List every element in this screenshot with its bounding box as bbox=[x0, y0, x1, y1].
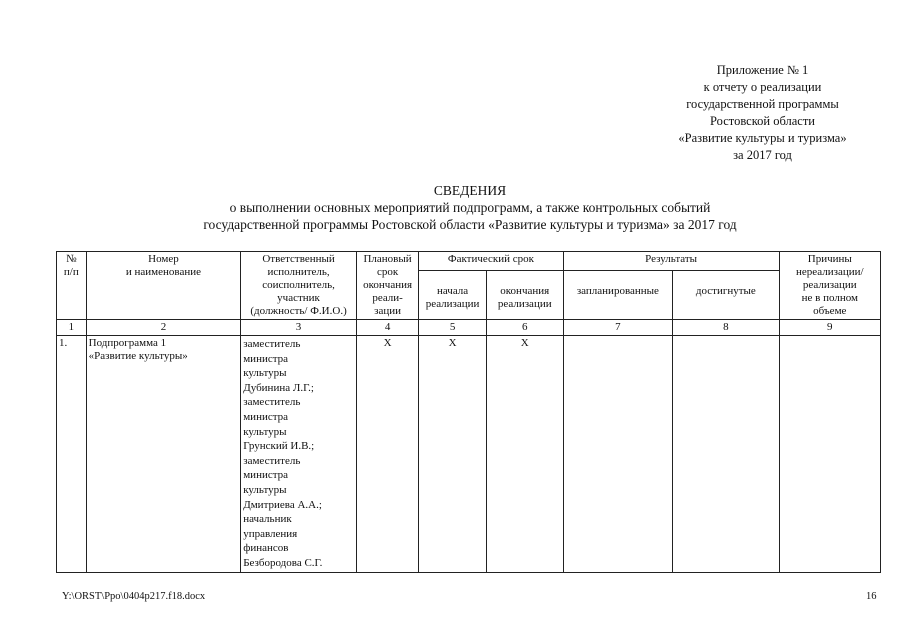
row-num: 1. bbox=[57, 336, 87, 573]
header-name: Номер и наименование bbox=[86, 252, 241, 320]
column-number: 8 bbox=[673, 320, 779, 336]
appendix-header bbox=[640, 62, 885, 164]
row-reasons bbox=[779, 336, 880, 573]
column-number: 7 bbox=[563, 320, 673, 336]
column-number: 4 bbox=[356, 320, 418, 336]
footer-page-number: 16 bbox=[866, 591, 877, 602]
row-results-achieved bbox=[673, 336, 779, 573]
row-actual-end: X bbox=[486, 336, 563, 573]
header-actual-start: начала реализации bbox=[419, 270, 487, 319]
column-number-row bbox=[57, 320, 881, 336]
header-planned: Плановый срок окончания реали- зации bbox=[356, 252, 418, 320]
document-title: СВЕДЕНИЯ bbox=[433, 183, 507, 198]
row-actual-start: X bbox=[419, 336, 487, 573]
appendix-line: к отчету о реализации bbox=[703, 80, 822, 94]
column-number: 1 bbox=[57, 320, 87, 336]
document-subtitle-line: государственной программы Ростовской области «Развитие культуры и туризма» за 2017 год bbox=[203, 217, 737, 232]
row-name: Подпрограмма 1 «Развитие культуры» bbox=[86, 336, 241, 573]
appendix-line: за 2017 год bbox=[733, 148, 792, 162]
column-number: 5 bbox=[419, 320, 487, 336]
row-planned: X bbox=[356, 336, 418, 573]
column-number: 3 bbox=[241, 320, 357, 336]
header-num: № п/п bbox=[57, 252, 87, 320]
column-number: 6 bbox=[486, 320, 563, 336]
appendix-line: государственной программы bbox=[686, 97, 839, 111]
table-row bbox=[57, 336, 881, 573]
appendix-line: Приложение № 1 bbox=[716, 63, 809, 77]
header-results: Результаты bbox=[563, 252, 779, 271]
table-header-row bbox=[57, 252, 881, 271]
header-results-achieved: достигнутые bbox=[673, 270, 779, 319]
column-number: 2 bbox=[86, 320, 241, 336]
header-reasons: Причины нереализации/ реализации не в полном объеме bbox=[779, 252, 880, 320]
row-executor: заместитель министра культуры Дубинина Л.Г.; заместитель министра культуры Грунский И.В.; заместитель министра культуры Дмитриева А.А.; начальник управления финансов Безбородова С.Г. bbox=[241, 336, 357, 573]
report-table bbox=[56, 251, 881, 573]
column-number: 9 bbox=[779, 320, 880, 336]
document-subtitle-line: о выполнении основных мероприятий подпрограмм, а также контрольных событий bbox=[229, 200, 711, 215]
row-results-planned bbox=[563, 336, 673, 573]
appendix-line: «Развитие культуры и туризма» bbox=[678, 131, 847, 145]
header-executor: Ответственный исполнитель, соисполнитель, участник (должность/ Ф.И.О.) bbox=[241, 252, 357, 320]
appendix-line: Ростовской области bbox=[710, 114, 815, 128]
header-results-planned: запланированные bbox=[563, 270, 673, 319]
header-actual: Фактический срок bbox=[419, 252, 563, 271]
document-heading bbox=[60, 182, 880, 233]
footer-file-path: Y:\ORST\Ppo\0404p217.f18.docx bbox=[62, 591, 206, 602]
header-actual-end: окончания реализации bbox=[486, 270, 563, 319]
